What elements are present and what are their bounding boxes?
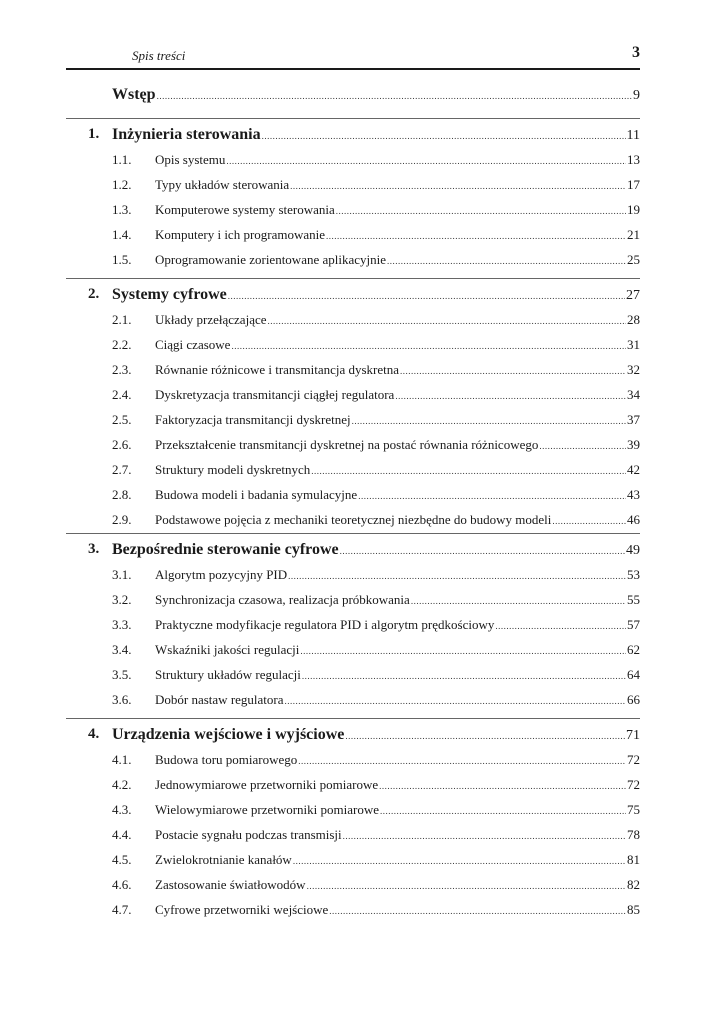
- dot-leader: [226, 152, 626, 168]
- entry-page: 25: [627, 252, 640, 267]
- entry-title: Opis systemu: [155, 152, 226, 167]
- section-divider: [66, 533, 640, 534]
- entry-number: 3.1.: [112, 567, 132, 582]
- dot-leader: [395, 387, 626, 403]
- entry-title: Równanie różnicowe i transmitancja dyskretna: [155, 362, 400, 377]
- entry-line: [155, 902, 640, 918]
- entry-title: Urządzenia wejściowe i wyjściowe: [112, 726, 345, 743]
- entry-title: Przekształcenie transmitancji dyskretnej na postać równania różnicowego: [155, 437, 539, 452]
- dot-leader: [288, 567, 626, 583]
- dot-leader: [552, 512, 626, 528]
- entry-line: [155, 337, 640, 353]
- entry-number: 2.2.: [112, 337, 132, 352]
- entry-line: [155, 692, 640, 708]
- entry-number: 1.4.: [112, 227, 132, 242]
- entry-number: 4.3.: [112, 802, 132, 817]
- entry-number: 4.2.: [112, 777, 132, 792]
- entry-title: Jednowymiarowe przetworniki pomiarowe: [155, 777, 379, 792]
- entry-title: Struktury modeli dyskretnych: [155, 462, 311, 477]
- entry-page: 62: [627, 642, 640, 657]
- entry-number: 2.: [88, 286, 100, 302]
- entry-page: 66: [627, 692, 640, 707]
- entry-number: 2.5.: [112, 412, 132, 427]
- entry-title: Postacie sygnału podczas transmisji: [155, 827, 342, 842]
- dot-leader: [231, 337, 626, 353]
- section-divider: [66, 118, 640, 119]
- dot-leader: [157, 87, 632, 104]
- entry-number: 2.1.: [112, 312, 132, 327]
- entry-number: 2.8.: [112, 487, 132, 502]
- page-number: 3: [632, 44, 640, 61]
- entry-page: 85: [627, 902, 640, 917]
- entry-title: Synchronizacja czasowa, realizacja próbkowania: [155, 592, 410, 607]
- section-divider: [66, 278, 640, 279]
- entry-line: [155, 667, 640, 683]
- entry-title: Komputerowe systemy sterowania: [155, 202, 335, 217]
- dot-leader: [400, 362, 626, 378]
- entry-page: 78: [627, 827, 640, 842]
- entry-line: [155, 252, 640, 268]
- entry-number: 3.5.: [112, 667, 132, 682]
- entry-page: 42: [627, 462, 640, 477]
- entry-number: 2.9.: [112, 512, 132, 527]
- dot-leader: [380, 802, 626, 818]
- dot-leader: [379, 777, 626, 793]
- entry-page: 75: [627, 802, 640, 817]
- entry-title: Budowa toru pomiarowego: [155, 752, 298, 767]
- entry-page: 81: [627, 852, 640, 867]
- entry-number: 2.6.: [112, 437, 132, 452]
- entry-page: 71: [626, 728, 640, 743]
- entry-line: [155, 852, 640, 868]
- entry-line: [155, 642, 640, 658]
- dot-leader: [345, 727, 625, 744]
- entry-number: 4.6.: [112, 877, 132, 892]
- dot-leader: [290, 177, 626, 193]
- entry-line: [155, 362, 640, 378]
- entry-line: [155, 617, 640, 633]
- dot-leader: [228, 287, 625, 304]
- dot-leader: [539, 437, 626, 453]
- entry-page: 13: [627, 152, 640, 167]
- entry-number: 3.: [88, 541, 100, 557]
- entry-number: 3.2.: [112, 592, 132, 607]
- entry-page: 17: [627, 177, 640, 192]
- entry-title: Podstawowe pojęcia z mechaniki teoretycznej niezbędne do budowy modeli: [155, 512, 552, 527]
- entry-page: 55: [627, 592, 640, 607]
- entry-title: Dyskretyzacja transmitancji ciągłej regulatora: [155, 387, 395, 402]
- entry-number: 3.4.: [112, 642, 132, 657]
- dot-leader: [326, 227, 626, 243]
- entry-page: 21: [627, 227, 640, 242]
- entry-title: Oprogramowanie zorientowane aplikacyjnie: [155, 252, 387, 267]
- entry-line: [155, 462, 640, 478]
- entry-line: [112, 541, 640, 559]
- entry-number: 3.6.: [112, 692, 132, 707]
- entry-number: 1.1.: [112, 152, 132, 167]
- entry-line: [112, 286, 640, 304]
- entry-line: [155, 437, 640, 453]
- running-title: Spis treści: [132, 48, 186, 63]
- dot-leader: [495, 617, 626, 633]
- entry-line: [155, 387, 640, 403]
- dot-leader: [343, 827, 626, 843]
- entry-page: 34: [627, 387, 640, 402]
- entry-title: Wskaźniki jakości regulacji: [155, 642, 300, 657]
- entry-page: 64: [627, 667, 640, 682]
- entry-title: Systemy cyfrowe: [112, 286, 227, 303]
- dot-leader: [340, 542, 625, 559]
- entry-title: Zwielokrotnianie kanałów: [155, 852, 292, 867]
- dot-leader: [262, 127, 626, 144]
- entry-page: 11: [626, 128, 640, 143]
- entry-page: 72: [627, 752, 640, 767]
- dot-leader: [329, 902, 626, 918]
- entry-line: [155, 312, 640, 328]
- entry-title: Struktury układów regulacji: [155, 667, 301, 682]
- entry-number: 2.4.: [112, 387, 132, 402]
- entry-line: [155, 227, 640, 243]
- entry-line: [155, 152, 640, 168]
- entry-page: 32: [627, 362, 640, 377]
- entry-page: 72: [627, 777, 640, 792]
- entry-title: Wstęp: [112, 86, 156, 103]
- entry-line: [112, 126, 640, 144]
- entry-title: Zastosowanie światłowodów: [155, 877, 306, 892]
- entry-page: 9: [633, 88, 640, 103]
- entry-title: Wielowymiarowe przetworniki pomiarowe: [155, 802, 380, 817]
- entry-title: Faktoryzacja transmitancji dyskretnej: [155, 412, 351, 427]
- entry-page: 39: [627, 437, 640, 452]
- dot-leader: [268, 312, 626, 328]
- entry-page: 31: [627, 337, 640, 352]
- dot-leader: [411, 592, 626, 608]
- entry-line: [155, 177, 640, 193]
- dot-leader: [352, 412, 626, 428]
- entry-page: 19: [627, 202, 640, 217]
- entry-line: [155, 777, 640, 793]
- entry-line: [155, 412, 640, 428]
- entry-line: [155, 827, 640, 843]
- entry-page: 46: [627, 512, 640, 527]
- entry-line: [155, 487, 640, 503]
- dot-leader: [311, 462, 626, 478]
- entry-title: Budowa modeli i badania symulacyjne: [155, 487, 358, 502]
- entry-title: Komputery i ich programowanie: [155, 227, 326, 242]
- entry-title: Cyfrowe przetworniki wejściowe: [155, 902, 329, 917]
- entry-title: Dobór nastaw regulatora: [155, 692, 284, 707]
- entry-page: 53: [627, 567, 640, 582]
- dot-leader: [336, 202, 626, 218]
- entry-number: 2.3.: [112, 362, 132, 377]
- page-header: [66, 44, 640, 70]
- entry-number: 4.1.: [112, 752, 132, 767]
- entry-line: [112, 726, 640, 744]
- entry-number: 4.: [88, 726, 100, 742]
- entry-title: Ciągi czasowe: [155, 337, 231, 352]
- entry-title: Inżynieria sterowania: [112, 126, 261, 143]
- entry-number: 4.4.: [112, 827, 132, 842]
- entry-number: 3.3.: [112, 617, 132, 632]
- entry-title: Praktyczne modyfikacje regulatora PID i algorytm prędkościowy: [155, 617, 495, 632]
- entry-number: 2.7.: [112, 462, 132, 477]
- entry-page: 57: [627, 617, 640, 632]
- entry-page: 43: [627, 487, 640, 502]
- entry-line: [112, 86, 640, 104]
- entry-line: [155, 877, 640, 893]
- entry-title: Typy układów sterowania: [155, 177, 290, 192]
- dot-leader: [358, 487, 626, 503]
- entry-line: [155, 512, 640, 528]
- entry-title: Algorytm pozycyjny PID: [155, 567, 288, 582]
- entry-line: [155, 592, 640, 608]
- entry-title: Bezpośrednie sterowanie cyfrowe: [112, 541, 339, 558]
- entry-number: 1.3.: [112, 202, 132, 217]
- entry-number: 4.5.: [112, 852, 132, 867]
- entry-number: 1.: [88, 126, 100, 142]
- dot-leader: [285, 692, 626, 708]
- section-divider: [66, 718, 640, 719]
- entry-line: [155, 752, 640, 768]
- entry-line: [155, 202, 640, 218]
- entry-page: 49: [626, 543, 640, 558]
- dot-leader: [298, 752, 626, 768]
- dot-leader: [387, 252, 626, 268]
- entry-title: Układy przełączające: [155, 312, 267, 327]
- entry-page: 28: [627, 312, 640, 327]
- dot-leader: [302, 667, 626, 683]
- entry-page: 82: [627, 877, 640, 892]
- entry-number: 4.7.: [112, 902, 132, 917]
- entry-line: [155, 567, 640, 583]
- entry-page: 27: [626, 288, 640, 303]
- entry-number: 1.5.: [112, 252, 132, 267]
- entry-page: 37: [627, 412, 640, 427]
- entry-number: 1.2.: [112, 177, 132, 192]
- dot-leader: [307, 877, 626, 893]
- dot-leader: [300, 642, 626, 658]
- entry-line: [155, 802, 640, 818]
- dot-leader: [293, 852, 626, 868]
